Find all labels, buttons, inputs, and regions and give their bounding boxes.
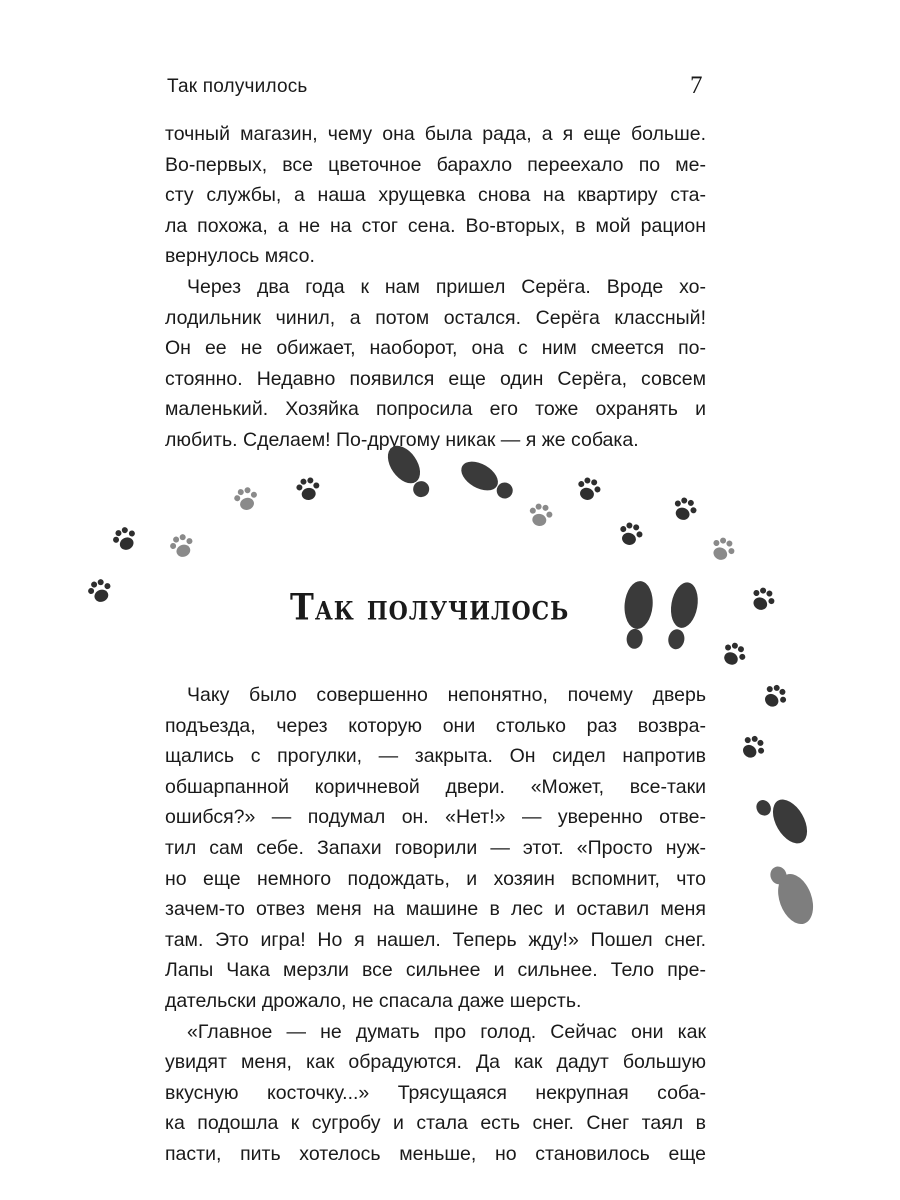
text-line: ла похожа, а не на стог сена. Во-вторых, в мой рацион [165, 214, 706, 237]
paw-print-icon [737, 732, 768, 763]
text-line: Во-первых, все цветочное барахло переехало по ме- [165, 153, 706, 176]
paw-print-icon [110, 524, 140, 554]
text-line: вернулось мясо. [165, 245, 315, 268]
paragraph [165, 1017, 706, 1170]
paw-print-icon [168, 532, 197, 561]
paw-print-icon [295, 476, 321, 502]
paragraph [165, 680, 706, 1017]
text-line: Он ее не обижает, наоборот, она с ним смеется по- [165, 337, 706, 360]
paw-print-icon [232, 485, 260, 512]
paw-print-icon [718, 639, 749, 670]
text-line: Лапы Чака мерзли все сильнее и сильнее. Тело пре- [165, 959, 706, 982]
paw-print-icon [527, 502, 553, 528]
text-line: ошибся?» — подумал он. «Нет!» — уверенно отве- [165, 806, 706, 829]
paw-print-icon [759, 681, 790, 712]
text-line: но еще немного подождать, и хозяин вспомнит, что [165, 867, 706, 890]
paw-print-icon [575, 476, 603, 503]
text-line: сту службы, а наша хрущевка снова на квартиру ста- [165, 184, 706, 207]
boot-print-icon [768, 859, 820, 929]
text-line: Через два года к нам пришел Серёга. Вроде хо- [187, 275, 706, 298]
bottom-text-block [165, 680, 706, 1170]
text-line: стоянно. Недавно появился еще один Серёга, совсем [165, 367, 706, 390]
boot-print-icon [754, 786, 815, 854]
text-line: маленький. Хозяйка попросила его тоже охранять и [165, 398, 706, 421]
boot-print-icon [381, 440, 436, 503]
boot-print-icon [621, 580, 655, 650]
text-line: обшарпанной коричневой двери. «Может, все-таки [165, 775, 706, 798]
text-line: ка подошла к сугробу и стала есть снег. Снег таял в [165, 1112, 706, 1135]
text-line: вкусную косточку...» Трясущаяся некрупная соба- [165, 1081, 706, 1104]
paw-print-icon [617, 521, 645, 548]
page-number: 7 [690, 72, 703, 99]
paw-print-icon [748, 584, 778, 614]
text-line: дательски дрожало, не спасала даже шерсть. [165, 989, 582, 1012]
text-line: тил сам себе. Запахи говорили — этот. «Просто нуж- [165, 836, 706, 859]
running-title: Так получилось [167, 76, 308, 97]
paw-print-icon [708, 534, 738, 564]
text-line: Чаку было совершенно непонятно, почему дверь [187, 684, 706, 706]
text-line: пасти, пить хотелось меньше, но становилось еще [165, 1142, 706, 1165]
boot-print-icon [664, 580, 701, 651]
paw-print-icon [86, 577, 115, 606]
paw-print-icon [670, 495, 699, 524]
text-line: там. Это игра! Но я нашел. Теперь жду!» Пошел снег. [165, 928, 706, 951]
boot-print-icon [456, 456, 517, 505]
text-line: «Главное — не думать про голод. Сейчас они как [187, 1020, 706, 1043]
text-line: лодильник чинил, а потом остался. Серёга классный! [165, 306, 706, 329]
text-line: увидят меня, как обрадуются. Да как дадут большую [165, 1051, 706, 1074]
text-line: зачем-то отвез меня на машине в лес и оставил меня [165, 898, 706, 921]
text-line: точный магазин, чему она была рада, а я еще больше. [165, 123, 706, 145]
text-line: щались с прогулки, — закрыта. Он сидел напротив [165, 745, 706, 768]
chapter-title: Так получилось [290, 585, 570, 629]
text-line: подъезда, через которую они столько раз возвра- [165, 714, 706, 737]
text-line: любить. Сделаем! По-другому никак — я же собака. [165, 428, 639, 451]
